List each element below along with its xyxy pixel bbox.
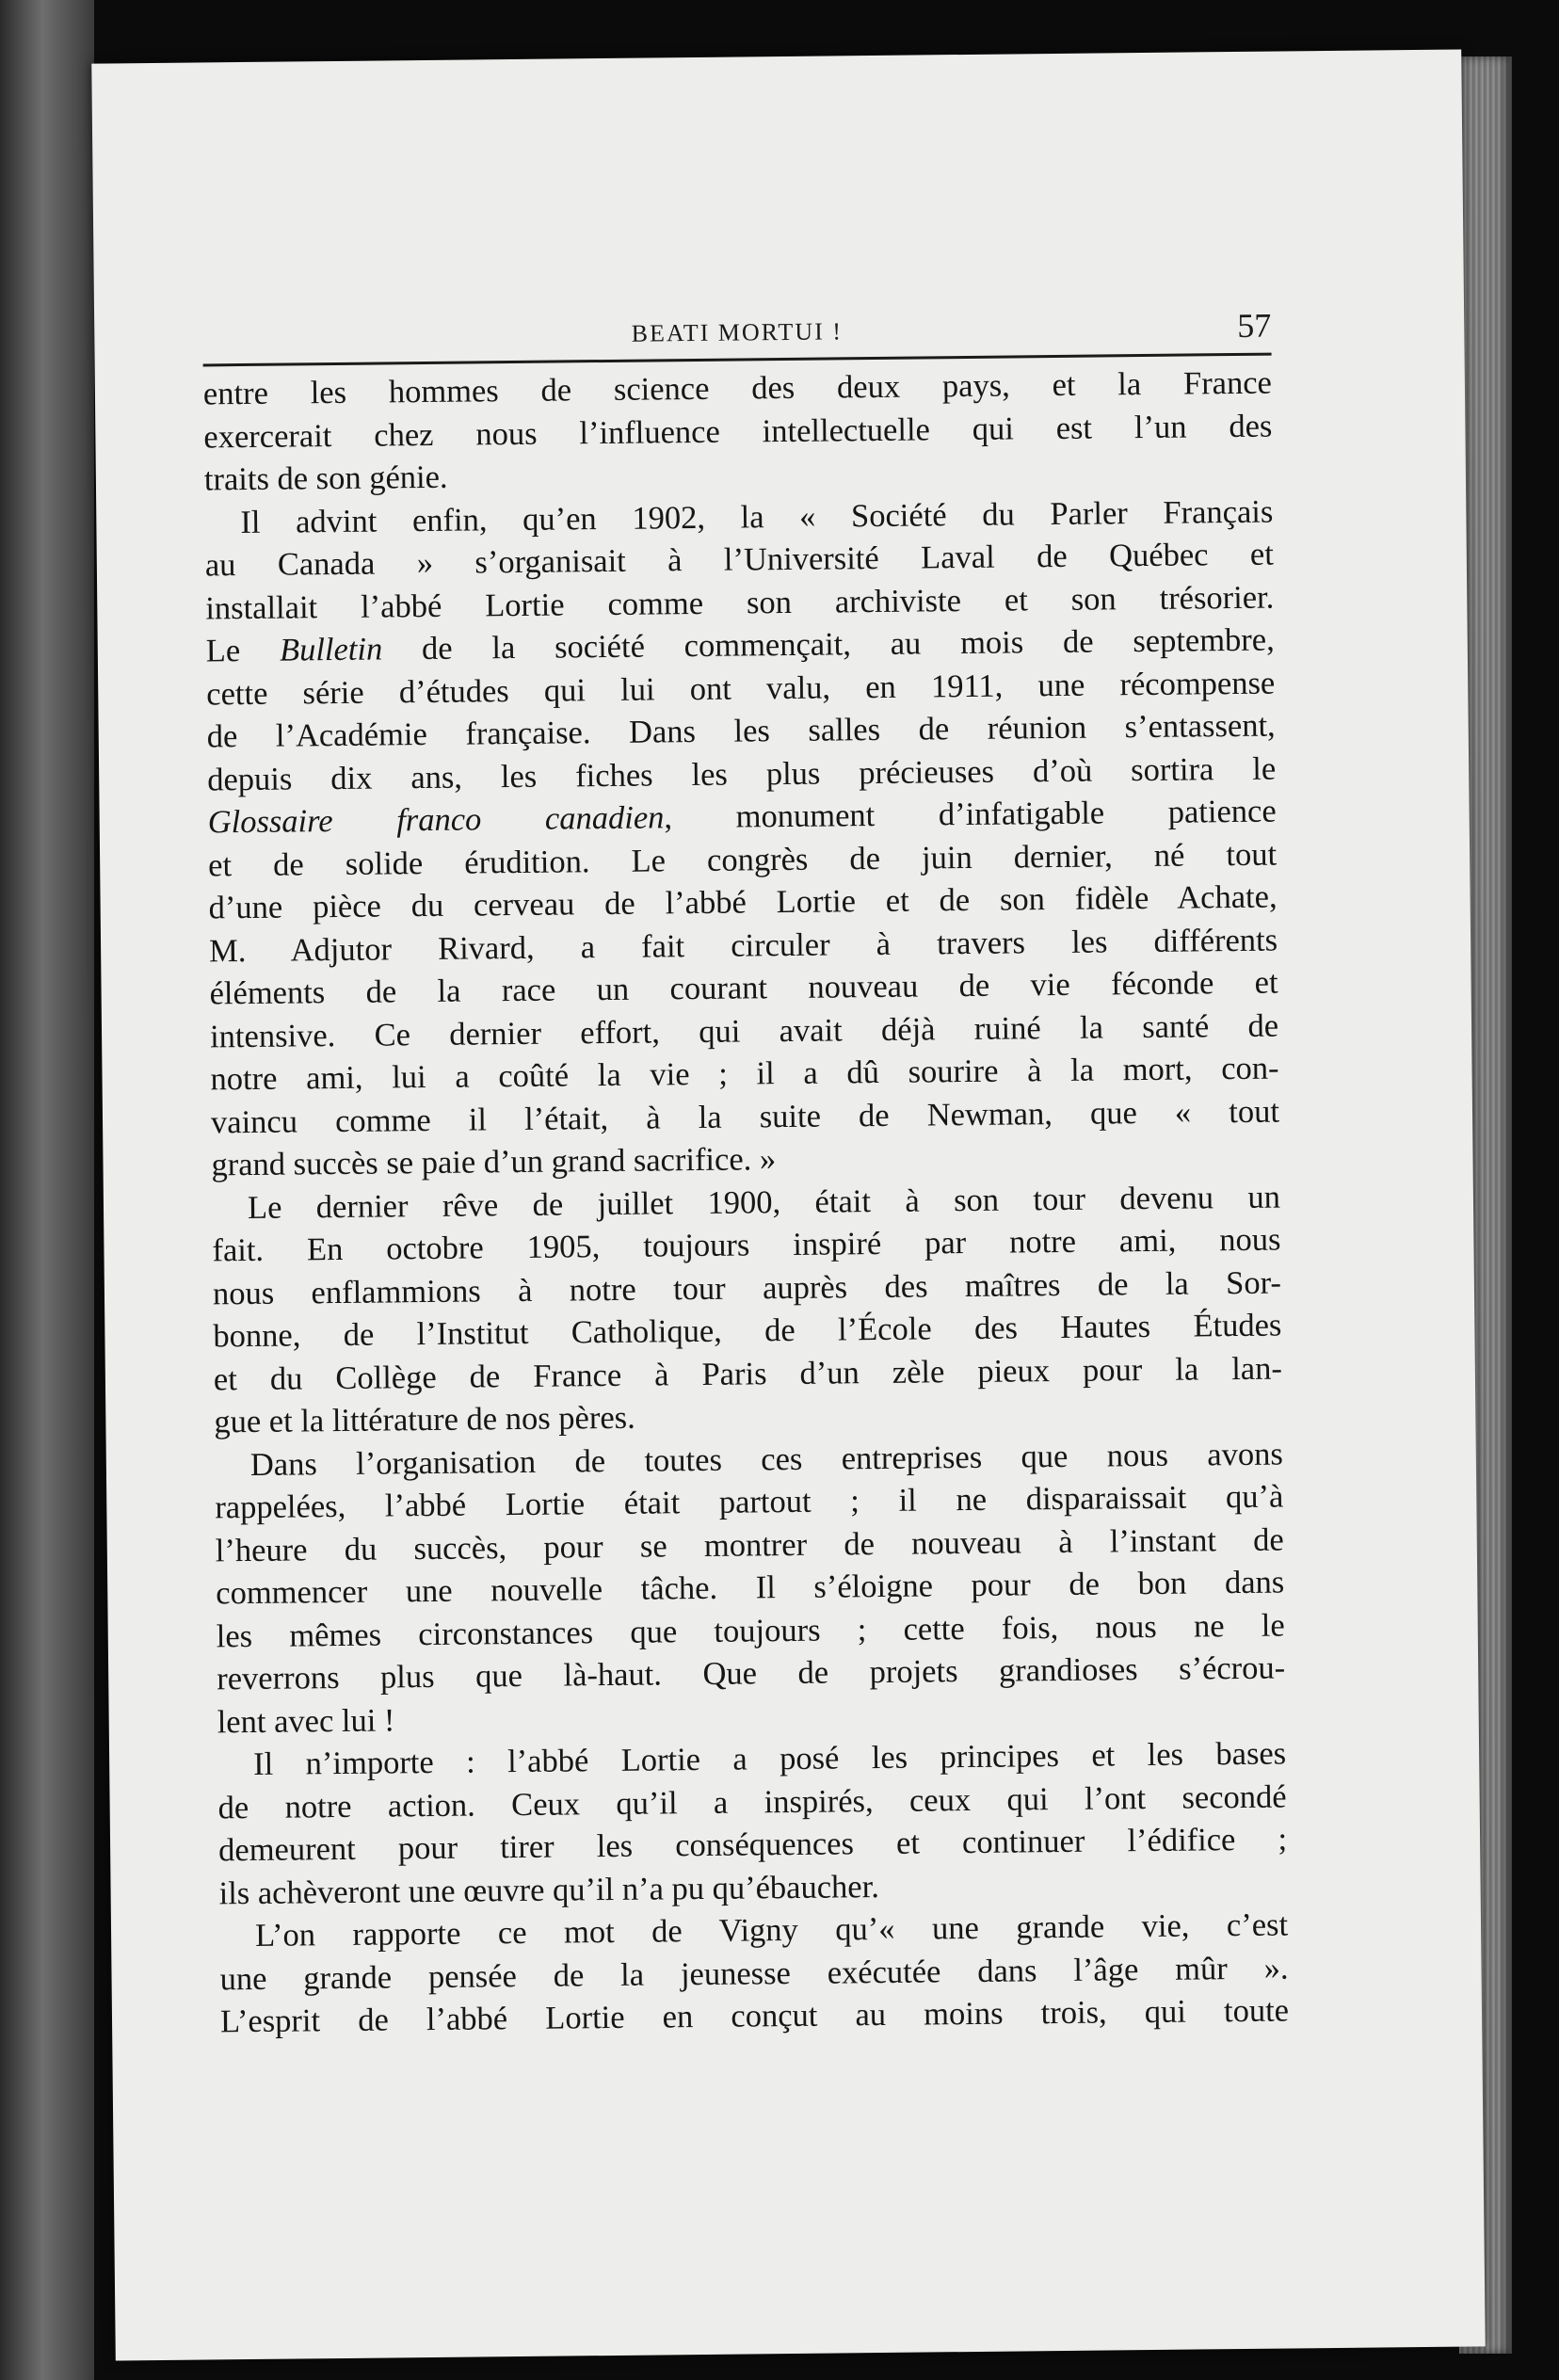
- text-line: l’heure du succès, pour se montrer de nouveau à l’instant de: [215, 1521, 1284, 1568]
- text-line: Il n’importe : l’abbé Lortie a posé les principes et les bases: [252, 1735, 1287, 1782]
- page-number: 57: [1237, 306, 1272, 345]
- text-line: les mêmes circonstances que toujours ; cette fois, nous ne le: [216, 1607, 1285, 1654]
- italic-title: Glossaire franco canadien: [207, 799, 665, 841]
- text-line: Il advint enfin, qu’en 1902, la « Société du Parler Français: [240, 493, 1274, 540]
- text-line: L’esprit de l’abbé Lortie en conçut au moins trois, qui toute: [219, 1992, 1290, 2040]
- text-line: et de solide érudition. Le congrès de juin dernier, né tout: [207, 836, 1278, 883]
- text-line: de l’Académie française. Dans les salles de réunion s’entassent,: [206, 707, 1276, 755]
- text-line: reverrons plus que là-haut. Que de projets grandioses s’écrou-: [217, 1649, 1286, 1697]
- text-line: vaincu comme il l’était, à la suite de Newman, que « tout: [210, 1093, 1280, 1140]
- text-line: rappelées, l’abbé Lortie était partout ; il ne disparaissait qu’à: [215, 1478, 1284, 1526]
- text-line: demeurent pour tirer les conséquences et continuer l’édifice ;: [217, 1821, 1288, 1869]
- book-page: [91, 49, 1485, 2360]
- text-line: et du Collège de France à Paris d’un zèle pieux pour la lan-: [213, 1350, 1283, 1397]
- text-line: fait. En octobre 1905, toujours inspiré par notre ami, nous: [212, 1221, 1281, 1269]
- running-head: BEATI MORTUI !: [631, 317, 844, 347]
- text-line: une grande pensée de la jeunesse exécutée dans l’âge mûr ».: [219, 1949, 1289, 1997]
- text-line: Glossaire franco canadien, monument d’infatigable patience: [207, 793, 1277, 841]
- text-line: ils achèveront une œuvre qu’il n’a pu qu’ébaucher.: [218, 1868, 880, 1911]
- text-line: cette série d’études qui lui ont valu, en 1911, une récompense: [206, 665, 1276, 712]
- text-line: notre ami, lui a coûté la vie ; il a dû sourire à la mort, con-: [210, 1050, 1279, 1098]
- text-line: depuis dix ans, les fiches les plus précieuses d’où sortira le: [207, 750, 1277, 797]
- facing-page-edge: [0, 0, 94, 2380]
- text-line: intensive. Ce dernier effort, qui avait déjà ruiné la santé de: [209, 1007, 1279, 1054]
- text-line: lent avec lui !: [217, 1701, 395, 1740]
- text-line: bonne, de l’Institut Catholique, de l’École des Hautes Études: [213, 1307, 1282, 1355]
- text-line: M. Adjutor Rivard, a fait circuler à travers les différents: [208, 922, 1278, 969]
- text-line: Dans l’organisation de toutes ces entreprises que nous avons: [249, 1436, 1283, 1483]
- text-line: L’on rapporte ce mot de Vigny qu’« une grande vie, c’est: [254, 1906, 1289, 1954]
- text-line: d’une pièce du cerveau de l’abbé Lortie et de son fidèle Achate,: [208, 878, 1278, 926]
- text-line: entre les hommes de science des deux pays, et la France: [202, 364, 1273, 412]
- text-line: Le Bulletin de la société commençait, au mois de septembre,: [205, 621, 1275, 669]
- italic-title: Bulletin: [279, 631, 383, 668]
- text-line: gue et la littérature de nos pères.: [214, 1399, 635, 1440]
- body-text: [203, 362, 1290, 2044]
- text-line: de notre action. Ceux qu’il a inspirés, ceux qui l’ont secondé: [217, 1777, 1287, 1825]
- text-line: traits de son génie.: [203, 458, 448, 498]
- text-line: au Canada » s’organisait à l’Université Laval de Québec et: [204, 536, 1274, 584]
- text-line: éléments de la race un courant nouveau de vie féconde et: [209, 964, 1278, 1012]
- text-line: Le dernier rêve de juillet 1900, était à son tour devenu un: [247, 1179, 1281, 1226]
- text-line: installait l’abbé Lortie comme son archiviste et son trésorier.: [205, 579, 1275, 626]
- text-line: commencer une nouvelle tâche. Il s’éloigne pour de bon dans: [216, 1564, 1285, 1612]
- text-line: nous enflammions à notre tour auprès des maîtres de la Sor-: [212, 1264, 1282, 1311]
- text-line: exercerait chez nous l’influence intellectuelle qui est l’un des: [203, 408, 1273, 455]
- page-header: [202, 278, 1272, 367]
- text-line: grand succès se paie d’un grand sacrifice. »: [211, 1141, 777, 1183]
